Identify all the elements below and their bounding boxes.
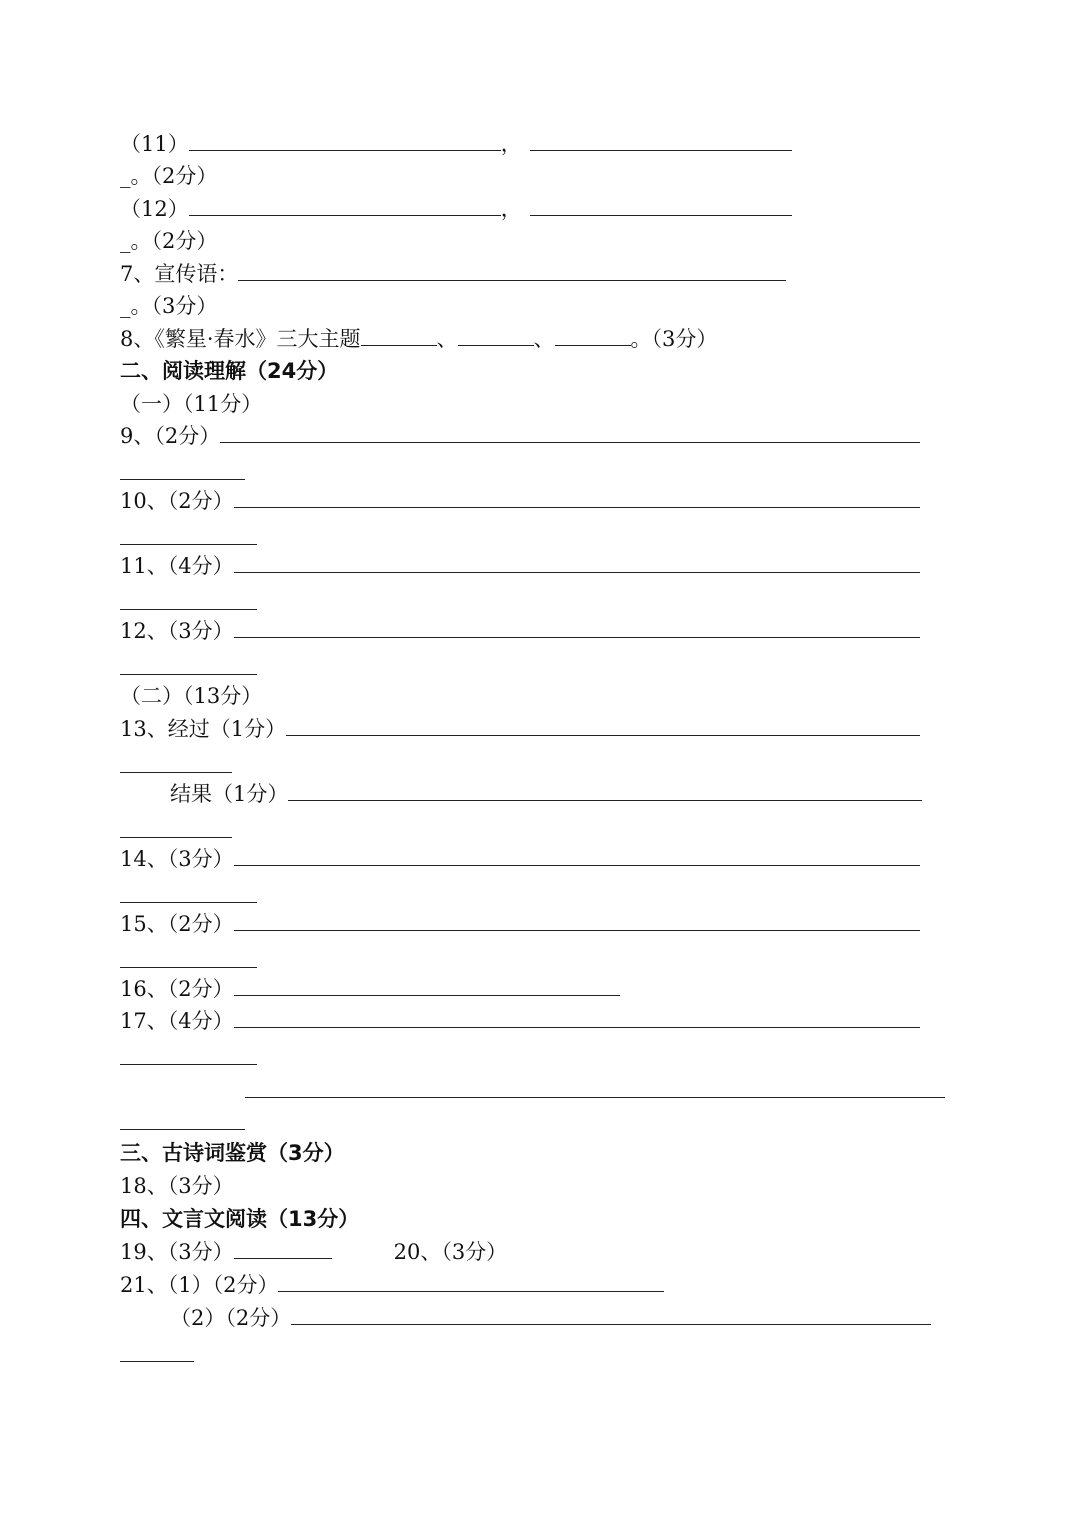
- section-3-heading: 三、古诗词鉴赏（3分）: [120, 1141, 345, 1165]
- q13a-blank-cont[interactable]: [120, 771, 232, 773]
- q11r-line: [120, 550, 920, 582]
- q7-line: [120, 258, 786, 290]
- q21b-line: [170, 1302, 931, 1334]
- q17-blank-cont-1[interactable]: [120, 1063, 257, 1065]
- q21b-blank[interactable]: [291, 1304, 931, 1325]
- q14-blank[interactable]: [234, 845, 920, 866]
- q13a-line: [120, 713, 920, 745]
- q19-label: 19、（3分）: [120, 1240, 234, 1264]
- q9-blank[interactable]: [220, 422, 920, 443]
- q21b-blank-cont[interactable]: [120, 1360, 194, 1362]
- q11-fill-line: [120, 128, 792, 160]
- q20-label: 20、（3分）: [393, 1240, 508, 1264]
- q18-label: 18、（3分）: [120, 1174, 234, 1198]
- q15-line: [120, 908, 920, 940]
- part-2-heading: （二）（13分）: [120, 684, 263, 708]
- q14-blank-cont[interactable]: [120, 901, 257, 903]
- q10-line: [120, 485, 920, 517]
- q12r-label: 12、（3分）: [120, 619, 234, 643]
- q21b-label: （2）（2分）: [170, 1306, 292, 1330]
- q10-blank-cont[interactable]: [120, 543, 257, 545]
- q19-blank[interactable]: [234, 1238, 332, 1259]
- q17-line: [120, 1005, 920, 1037]
- q12r-blank[interactable]: [234, 617, 920, 638]
- part-1-heading: （一）（11分）: [120, 392, 263, 416]
- q8-blank-1[interactable]: [361, 325, 437, 346]
- section-4-heading: 四、文言文阅读（13分）: [120, 1207, 360, 1231]
- q17-blank[interactable]: [234, 1007, 920, 1028]
- q17-label: 17、（4分）: [120, 1009, 234, 1033]
- q9-line: [120, 420, 920, 452]
- q8-sep-2: 、: [533, 327, 555, 351]
- q12-blank-1[interactable]: [189, 195, 501, 216]
- q21a-blank[interactable]: [278, 1271, 664, 1292]
- q7-blank[interactable]: [238, 260, 786, 281]
- q7-tail: _。（3分）: [120, 294, 218, 318]
- q12-tail: _。（2分）: [120, 229, 218, 253]
- q13b-line: [170, 778, 922, 810]
- q12-label: （12）: [120, 197, 189, 221]
- q17-blank-line-2[interactable]: [245, 1096, 945, 1098]
- q13a-label: 13、经过（1分）: [120, 717, 287, 741]
- q8-end: 。（3分）: [630, 327, 718, 351]
- q16-label: 16、（2分）: [120, 977, 234, 1001]
- q10-label: 10、（2分）: [120, 489, 234, 513]
- q9-blank-cont[interactable]: [120, 478, 245, 480]
- q11-label: （11）: [120, 132, 189, 156]
- q10-blank[interactable]: [234, 487, 920, 508]
- q13b-blank[interactable]: [288, 780, 922, 801]
- q8-line: [120, 323, 717, 355]
- q11-tail: _。（2分）: [120, 164, 218, 188]
- q11-separator: ，: [500, 132, 522, 156]
- q11-blank-1[interactable]: [189, 130, 501, 151]
- q16-line: [120, 973, 620, 1005]
- q15-blank-cont[interactable]: [120, 966, 257, 968]
- q13b-blank-cont[interactable]: [120, 836, 232, 838]
- q11r-blank[interactable]: [234, 552, 920, 573]
- q8-blank-2[interactable]: [458, 325, 534, 346]
- q12r-blank-cont[interactable]: [120, 673, 257, 675]
- q12-blank-2[interactable]: [530, 195, 792, 216]
- q11-blank-2[interactable]: [530, 130, 792, 151]
- q12r-line: [120, 615, 920, 647]
- q8-label: 8、《繁星·春水》三大主题: [120, 327, 361, 351]
- q11r-label: 11、（4分）: [120, 554, 234, 578]
- q17-blank-cont-2[interactable]: [120, 1128, 245, 1130]
- q19-20-line: [120, 1236, 507, 1268]
- q9-label: 9、（2分）: [120, 424, 221, 448]
- q12-separator: ，: [500, 197, 522, 221]
- q16-blank[interactable]: [234, 975, 620, 996]
- q13b-label: 结果（1分）: [170, 782, 289, 806]
- q8-blank-3[interactable]: [555, 325, 631, 346]
- q14-line: [120, 843, 920, 875]
- q12-fill-line: [120, 193, 792, 225]
- q21a-line: [120, 1269, 664, 1301]
- q14-label: 14、（3分）: [120, 847, 234, 871]
- q7-label: 7、宣传语：: [120, 262, 239, 286]
- q21a-label: 21、（1）（2分）: [120, 1273, 279, 1297]
- q15-blank[interactable]: [234, 910, 920, 931]
- q11r-blank-cont[interactable]: [120, 608, 257, 610]
- q8-sep-1: 、: [436, 327, 458, 351]
- q15-label: 15、（2分）: [120, 912, 234, 936]
- q13a-blank[interactable]: [286, 715, 920, 736]
- section-2-heading: 二、阅读理解（24分）: [120, 359, 339, 383]
